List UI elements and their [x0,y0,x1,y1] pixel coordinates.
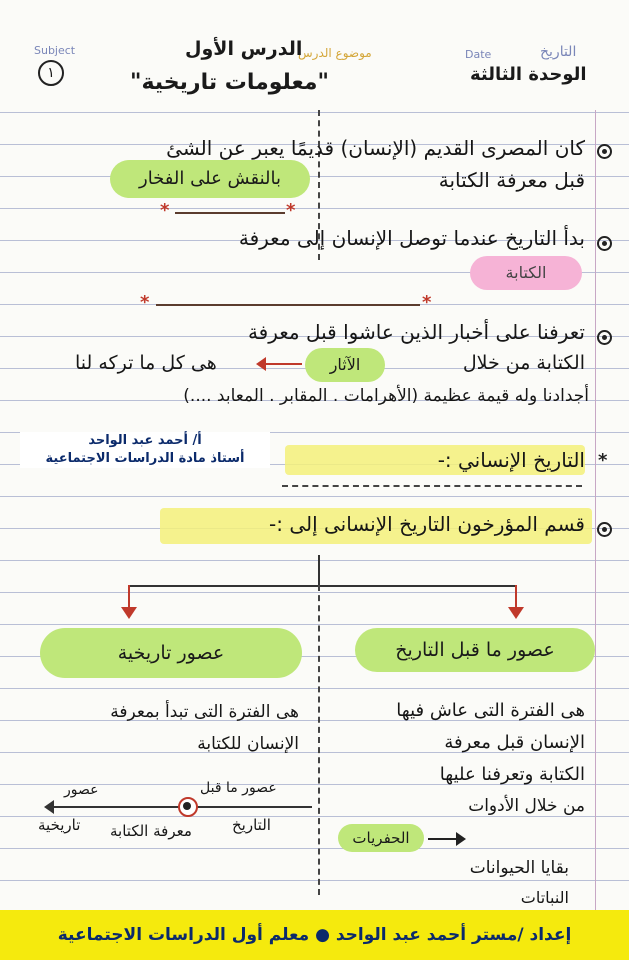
timeline-left-arrow-icon [44,800,54,814]
star-1: * [160,200,170,221]
ruled-line [0,208,629,209]
date-label-ar: التاريخ [540,44,577,60]
footer-text: إعداد /مستر أحمد عبد الواحد ● معلم أول الدراسات الاجتماعية [57,925,572,945]
para3-line3: أجدادنا وله قيمة عظيمة (الأهرامات . المقابر . المعابد ....) [183,386,589,406]
left-l2: الإنسان للكتابة [197,734,299,754]
cloud-writing: الكتابة [470,256,582,290]
left-l1: هى الفترة التى تبدأ بمعرفة [110,702,299,722]
right-l1: هى الفترة التى عاش فيها [396,700,585,721]
timeline-left-top: عصور [64,782,99,798]
right-l3: الكتابة وتعرفنا عليها [439,764,585,785]
arrow-right-icon [456,832,466,846]
cloud-fossils: الحفريات [338,824,424,852]
ruled-line [0,816,629,817]
para3-line1: تعرفنا على أخبار الذين عاشوا قبل معرفة [247,320,585,344]
page-number: ١ [38,60,64,86]
unit-title: الوحدة الثالثة [470,64,587,85]
ruled-line [0,592,629,593]
para3-line2b: هى كل ما تركه لنا [75,352,217,374]
page-title: "معلومات تاريخية" [130,70,330,95]
right-l4: من خلال الأدوات [468,796,585,816]
bullet-4 [597,522,612,537]
tree-left-drop [128,585,130,609]
cloud-monuments: الآثار [305,348,385,382]
star-4: * [422,292,432,313]
right-l6: بقايا الحيوانات [469,858,569,878]
subject-label: Subject [34,44,76,57]
divide-line: قسم المؤرخون التاريخ الإنسانى إلى :- [269,512,585,536]
arrow-down-left-icon [121,607,137,619]
section-title: التاريخ الإنساني :- [437,448,585,472]
timeline-center-bottom: معرفة الكتابة [110,822,192,840]
arrow-line [262,363,302,365]
timeline-right-top: عصور ما قبل [200,780,277,796]
teacher-name: أ/ أحمد عبد الواحد [88,433,202,448]
timeline-left-bottom: تاريخية [38,816,81,834]
star-section: * [598,450,608,471]
tree-stem [318,555,320,585]
para1-line1: كان المصرى القديم (الإنسان) قديمًا يعبر عن الشئ [166,136,585,160]
para2-line1: بدأ التاريخ عندما توصل الإنسان إلى معرفة [238,226,585,250]
lesson-title: الدرس الأول [185,38,303,60]
topic-label: موضوع الدرس [298,46,372,60]
timeline-right-bottom: التاريخ [232,816,271,834]
tree-right-drop [515,585,517,609]
bullet-3 [597,330,612,345]
para3-line2a: الكتابة من خلال [462,352,585,374]
footer-banner [0,910,629,960]
para1-line2: قبل معرفة الكتابة [438,168,585,192]
teacher-role: أستاذ مادة الدراسات الاجتماعية [45,451,245,466]
right-l7: النباتات [520,888,569,907]
arrow-down-right-icon [508,607,524,619]
date-label: Date [465,48,492,61]
tree-bar [128,585,516,587]
ruled-line [0,688,629,689]
center-dash [318,585,320,895]
divider-2 [156,304,420,306]
cloud-prehistoric: عصور ما قبل التاريخ [355,628,595,672]
divider-1 [175,212,285,214]
ruled-line [0,560,629,561]
ruled-line [0,880,629,881]
ruled-line [0,624,629,625]
ruled-line [0,112,629,113]
teacher-stamp [20,432,270,468]
star-3: * [140,292,150,313]
bullet-2 [597,236,612,251]
bullet-1 [597,144,612,159]
arrow-left-icon [256,357,266,371]
star-2: * [286,200,296,221]
right-l2: الإنسان قبل معرفة [444,732,585,753]
margin-line [595,110,596,910]
ruled-line [0,496,629,497]
cloud-pottery: بالنقش على الفخار [110,160,310,198]
cloud-historic: عصور تاريخية [40,628,302,678]
ruled-line [0,848,629,849]
fossil-arrow-line [428,838,458,840]
section-underline [282,485,582,487]
timeline-marker-dot [183,802,191,810]
